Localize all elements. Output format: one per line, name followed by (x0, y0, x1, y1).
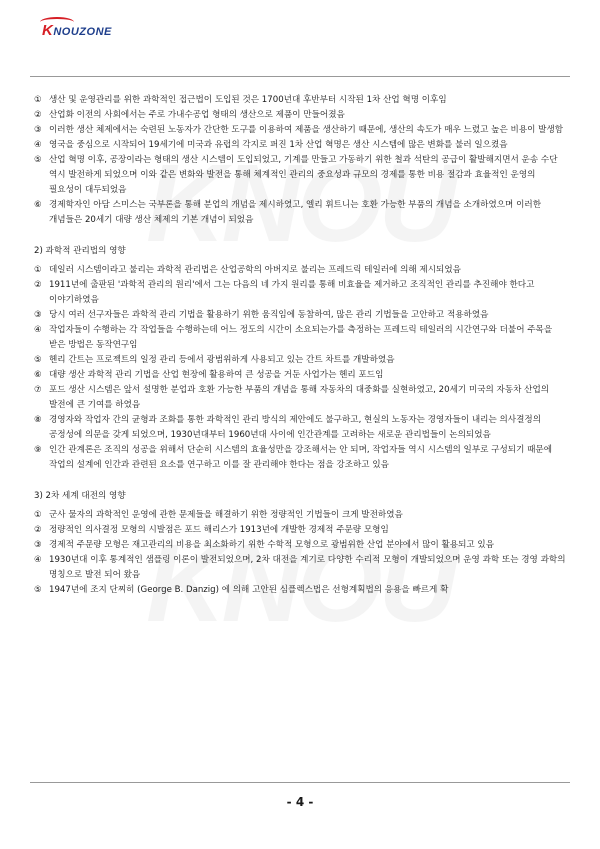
list-item (34, 138, 566, 153)
item-number: ② (34, 280, 42, 290)
list-item (34, 368, 566, 383)
item-number: ② (34, 525, 42, 535)
item-number: ③ (34, 310, 42, 320)
item-text: 대량 생산 과학적 관리 기법을 산업 현장에 활용하여 큰 성공을 거둔 사업가는 헨리 포드임 (49, 370, 384, 380)
item-text: 데일러 시스템이라고 불리는 과학적 관리법은 산업공학의 아버지로 불리는 프레드릭 테일러에 의해 제시되었음 (49, 265, 461, 275)
item-text: 당시 여러 선구자들은 과학적 관리 기법을 활용하기 위한 움직임에 동참하여, 많은 관리 기법들을 고안하고 적용하였음 (49, 310, 489, 320)
footer-rule (30, 782, 570, 783)
item-text: 정량적인 의사결정 모형의 시발점은 포드 해리스가 1913년에 개발한 경제적 주문량 모형임 (49, 525, 389, 535)
item-text: 작업자들이 수행하는 각 작업들을 수행하는데 어느 정도의 시간이 소요되는가를 측정하는 프레드릭 테일러의 시간연구와 더불어 주목을 받은 방법은 동작연구임 (49, 325, 553, 350)
item-number: ④ (34, 325, 42, 335)
item-text: 생산 및 운영관리를 위한 과학적인 접근법이 도입된 것은 1700년대 후반부터 시작된 1차 산업 혁명 이후임 (49, 95, 447, 105)
list-item (34, 263, 566, 278)
item-text: 1930년대 이후 통계적인 샘플링 이론이 발전되었으며, 2차 대전을 계기로 다양한 수리적 모형이 개발되었으며 운영 과학 또는 경영 과학의 명칭으로 발전 되어 왔음 (49, 555, 566, 580)
item-number: ② (34, 110, 42, 120)
item-number: ⑤ (34, 155, 42, 165)
item-text: 산업화 이전의 사회에서는 주로 가내수공업 형태의 생산으로 제품이 만들어졌음 (49, 110, 345, 120)
list-item (34, 523, 566, 538)
list-item (34, 553, 566, 583)
item-text: 경제적 주문량 모형은 재고관리의 비용을 최소화하기 위한 수학적 모형으로 광범위한 산업 분야에서 많이 활용되고 있음 (49, 540, 495, 550)
section-1-list (34, 93, 566, 228)
page-number: - 4 - (286, 795, 314, 809)
list-item (34, 323, 566, 353)
item-text: 포드 생산 시스템은 앞서 설명한 분업과 호환 가능한 부품의 개념을 통해 자동차의 대중화를 실현하였고, 20세기 미국의 자동차 산업의 발전에 큰 기여를 하였음 (49, 385, 550, 410)
list-item (34, 198, 566, 228)
item-number: ⑥ (34, 370, 42, 380)
item-text: 산업 혁명 이후, 공장이라는 형태의 생산 시스템이 도입되었고, 기계를 만들고 가동하기 위한 철과 석탄의 공급이 활발해지면서 운송 수단 역시 발전하게 되었으며 이와 같은 변화와 발전을 통해 체계적인 관리의 중요성과 규모의 경제를 통한 비용 절감과 효율적인 운영의 필요성이 대두되었음 (49, 155, 558, 195)
item-text: 경제학자인 아담 스미스는 국부론을 통해 분업의 개념을 제시하였고, 엘리 휘트니는 호환 가능한 부품의 개념을 소개하였으며 이러한 개념들은 20세기 대량 생산 체제의 기본 개념이 되었음 (49, 200, 541, 225)
item-number: ⑤ (34, 355, 42, 365)
item-number: ③ (34, 125, 42, 135)
item-number: ⑦ (34, 385, 42, 395)
list-item (34, 383, 566, 413)
list-item (34, 123, 566, 138)
header-rule (30, 76, 570, 77)
item-number: ⑧ (34, 415, 42, 425)
item-text: 이러한 생산 체제에서는 숙련된 노동자가 간단한 도구를 이용하여 제품을 생산하기 때문에, 생산의 속도가 매우 느렸고 높은 비용이 발생함 (49, 125, 564, 135)
item-text: 경영자와 작업자 간의 균형과 조화를 통한 과학적인 관리 방식의 제안에도 불구하고, 현실의 노동자는 경영자들이 내리는 의사결정의 공정성에 의문을 갖게 되었으며, 1930년대부터 1960년대 사이에 인간관계를 고려하는 새로운 관리법들이 논의되었음 (49, 415, 541, 440)
item-number: ③ (34, 540, 42, 550)
section-2-list (34, 263, 566, 473)
item-text: 영국을 중심으로 시작되어 19세기에 미국과 유럽의 각지로 퍼진 1차 산업 혁명은 생산 시스템에 많은 변화를 불러 일으켰음 (49, 140, 508, 150)
item-number: ① (34, 95, 42, 105)
item-number: ① (34, 265, 42, 275)
list-item (34, 538, 566, 553)
item-number: ④ (34, 140, 42, 150)
list-item (34, 108, 566, 123)
item-text: 인간 관계론은 조직의 성공을 위해서 단순히 시스템의 효율성만을 강조해서는 안 되며, 작업자들 역시 시스템의 일부로 구성되기 때문에 작업의 설계에 인간과 관련된 요소를 연구하고 이를 잘 관리해야 한다는 점을 강조하고 있음 (49, 445, 553, 470)
knouzone-logo: KNOUZONE (42, 22, 112, 39)
item-text: 군사 물자의 과학적인 운영에 관한 문제들을 해결하기 위한 정량적인 기법들이 크게 발전하였음 (49, 510, 403, 520)
section-2-heading: 2) 과학적 관리법의 영향 (34, 246, 126, 256)
section-3-heading: 3) 2차 세계 대전의 영향 (34, 491, 126, 501)
list-item (34, 278, 566, 308)
section-3-list (34, 508, 566, 598)
list-item (34, 413, 566, 443)
item-number: ① (34, 510, 42, 520)
item-text: 1911년에 출판된 '과학적 관리의 원리'에서 그는 다음의 네 가지 원리를 통해 비효율을 제거하고 조직적인 관리를 추진해야 한다고 이야기하였음 (49, 280, 535, 305)
item-text: 1947년에 조지 단찌히 (George B. Danzig) 에 의해 고안된 심플렉스법은 선형계획법의 응용을 빠르게 확 (49, 585, 449, 595)
item-text: 헨리 간트는 프로젝트의 일정 관리 등에서 광범위하게 사용되고 있는 간트 차트를 개발하였음 (49, 355, 395, 365)
document-body (34, 93, 566, 598)
item-number: ⑤ (34, 585, 42, 595)
item-number: ⑨ (34, 445, 42, 455)
item-number: ⑥ (34, 200, 42, 210)
list-item (34, 508, 566, 523)
list-item (34, 93, 566, 108)
list-item (34, 308, 566, 323)
list-item (34, 353, 566, 368)
list-item (34, 583, 566, 598)
item-number: ④ (34, 555, 42, 565)
list-item (34, 443, 566, 473)
list-item (34, 153, 566, 198)
